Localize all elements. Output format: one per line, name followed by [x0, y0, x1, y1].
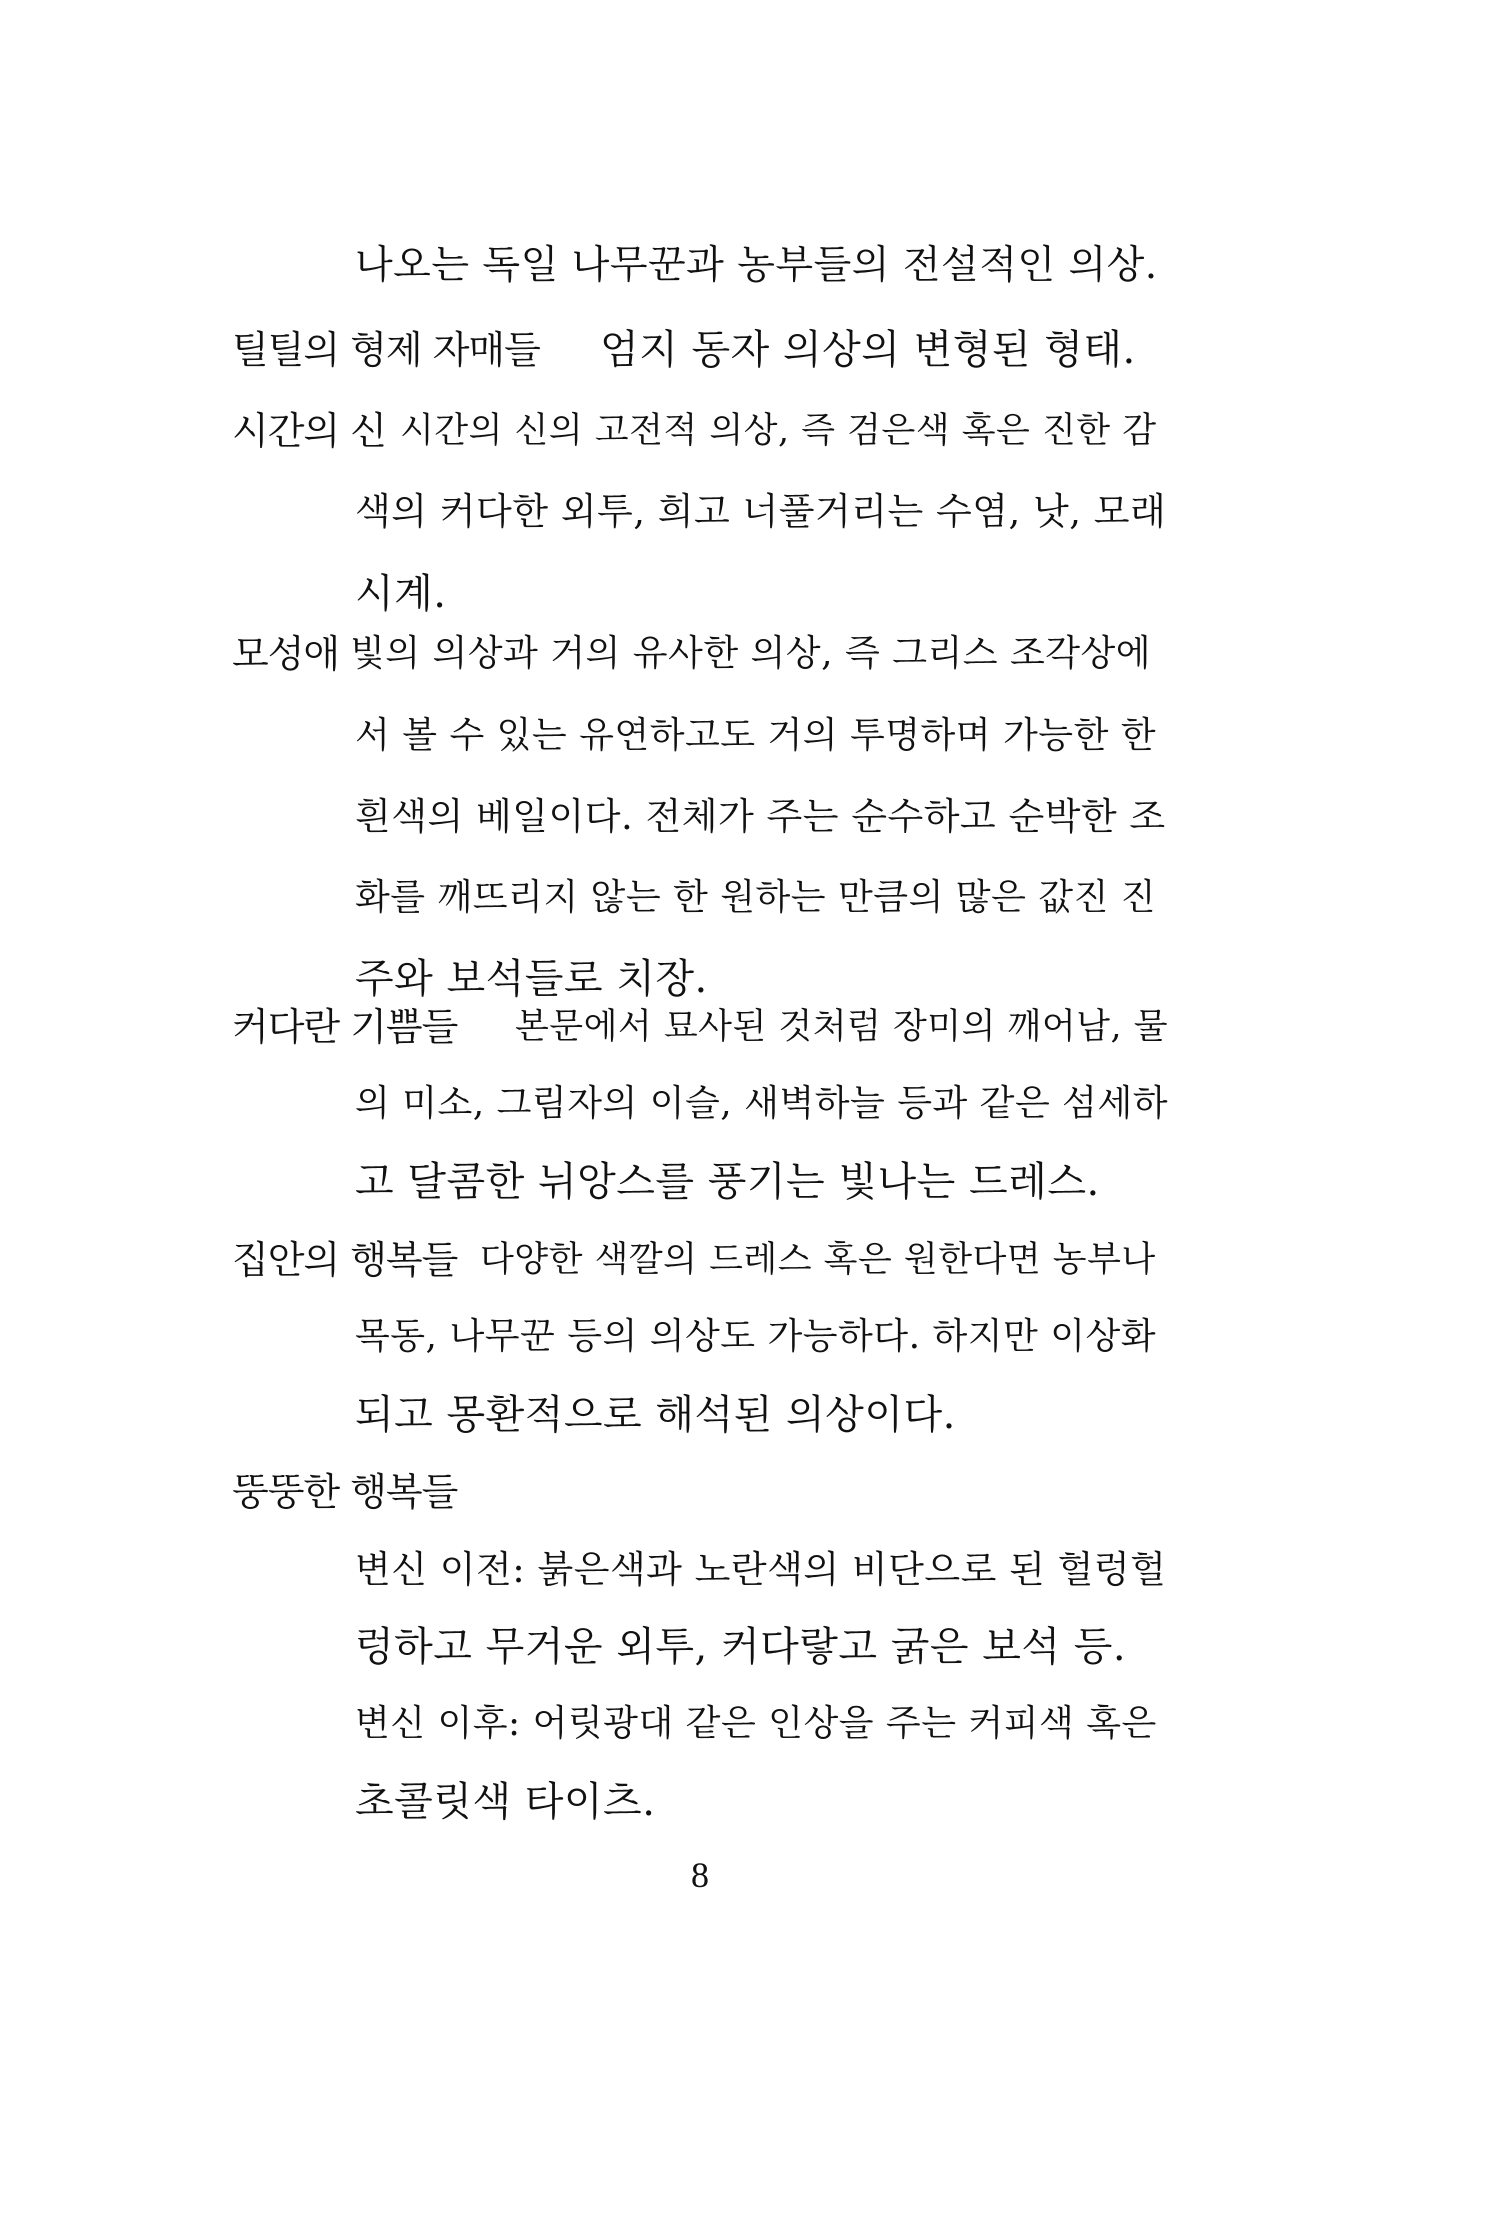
entry-0-line-0: 나오는 독일 나무꾼과 농부들의 전설적인 의상.: [355, 243, 1158, 288]
entry-2-line-0: 시간의 신의 고전적 의상, 즉 검은색 혹은 진한 감: [400, 411, 1157, 451]
entry-4-line-0: 본문에서 묘사된 것처럼 장미의 깨어남, 물: [515, 1007, 1169, 1047]
entry-3-line-1: 서 볼 수 있는 유연하고도 거의 투명하며 가능한 한: [355, 715, 1157, 756]
entry-3-line-2: 흰색의 베일이다. 전체가 주는 순수하고 순박한 조: [355, 795, 1166, 838]
entry-5-line-2: 되고 몽환적으로 해석된 의상이다.: [355, 1392, 956, 1438]
entry-1-term: 틸틸의 형제 자매들: [232, 328, 540, 372]
page-number: 8: [691, 1855, 709, 1895]
entry-6-line-3: 초콜릿색 타이츠.: [355, 1779, 656, 1825]
entry-2-term: 시간의 신: [232, 409, 386, 453]
entry-2-line-2: 시계.: [355, 571, 447, 617]
entry-2-line-1: 색의 커다한 외투, 희고 너풀거리는 수염, 낫, 모래: [355, 490, 1167, 533]
entry-6-line-2: 변신 이후: 어릿광대 같은 인상을 주는 커피색 혹은: [355, 1703, 1157, 1744]
entry-4-term: 커다란 기쁨들: [232, 1005, 458, 1049]
entry-4-line-1: 의 미소, 그림자의 이슬, 새벽하늘 등과 같은 섬세하: [355, 1083, 1169, 1124]
entry-3-line-4: 주와 보석들로 치장.: [355, 956, 708, 1002]
entry-5-line-1: 목동, 나무꾼 등의 의상도 가능하다. 하지만 이상화: [355, 1316, 1157, 1357]
entry-5-term: 집안의 행복들: [232, 1238, 458, 1282]
entry-3-line-0: 빛의 의상과 거의 유사한 의상, 즉 그리스 조각상에: [350, 633, 1152, 674]
entry-5-line-0: 다양한 색깔의 드레스 혹은 원한다면 농부나: [480, 1240, 1156, 1280]
entry-4-line-2: 고 달콤한 뉘앙스를 풍기는 빛나는 드레스.: [355, 1159, 1100, 1205]
entry-1-line-0: 엄지 동자 의상의 변형된 형태.: [600, 327, 1136, 373]
entry-6-line-1: 렁하고 무거운 외투, 커다랗고 굵은 보석 등.: [355, 1624, 1127, 1670]
entry-6-line-0: 변신 이전: 붉은색과 노란색의 비단으로 된 헐렁헐: [355, 1548, 1167, 1591]
entry-3-term: 모성애: [232, 632, 340, 676]
entry-3-line-3: 화를 깨뜨리지 않는 한 원하는 만큼의 많은 값진 진: [355, 877, 1157, 918]
entry-6-term: 뚱뚱한 행복들: [232, 1470, 458, 1514]
